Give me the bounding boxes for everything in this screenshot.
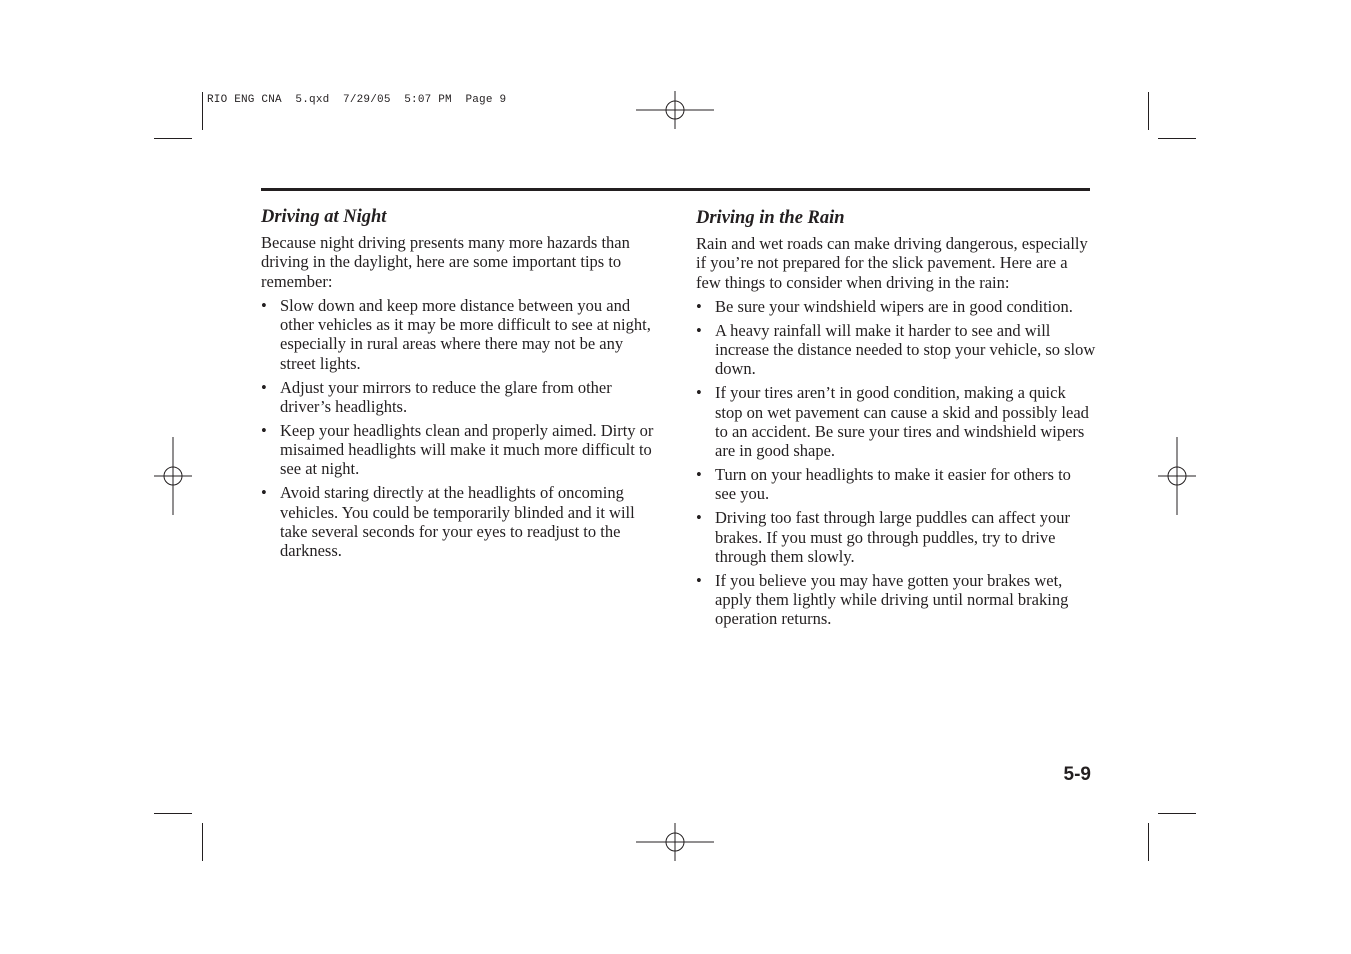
registration-mark-left: [134, 437, 212, 515]
tips-list: [261, 296, 661, 561]
tips-list: [696, 297, 1096, 629]
registration-mark-top: [636, 71, 714, 149]
crop-mark-top-left-vertical: [202, 92, 203, 130]
list-item: [696, 297, 1096, 316]
header-rule: [261, 188, 1090, 191]
registration-mark-bottom: [636, 803, 714, 881]
registration-mark-right: [1138, 437, 1216, 515]
list-item-text: If your tires aren’t in good condition, making a quick stop on wet pavement can cause a skid and possibly lead to an accident. Be sure your tires and windshield wipers are in good shape.: [715, 383, 1089, 461]
list-item-text: Be sure your windshield wipers are in good condition.: [715, 296, 1073, 316]
bullet-glyph: •: [696, 383, 702, 403]
slug-line: RIO ENG CNA 5.qxd 7/29/05 5:07 PM Page 9: [207, 94, 507, 106]
list-item: [261, 421, 661, 479]
list-item-text: Slow down and keep more distance between you and other vehicles as it may be more difficult to see at night, especially in rural areas where there may not be any street lights.: [280, 295, 651, 373]
bullet-glyph: •: [696, 570, 702, 590]
list-item: [696, 321, 1096, 379]
bullet-glyph: •: [696, 320, 702, 340]
bullet-glyph: •: [261, 295, 267, 315]
bullet-glyph: •: [261, 377, 267, 397]
list-item-text: Driving too fast through large puddles can affect your brakes. If you must go through puddles, try to drive through them slowly.: [715, 508, 1070, 566]
crop-mark-bottom-right-vertical: [1148, 823, 1149, 861]
list-item: [696, 383, 1096, 460]
list-item: [261, 483, 661, 560]
crop-mark-bottom-left-vertical: [202, 823, 203, 861]
section-driving-at-night: [261, 206, 661, 565]
section-heading: Driving at Night: [261, 207, 387, 227]
list-item-text: Avoid staring directly at the headlights of oncoming vehicles. You could be temporarily blinded and it will take several seconds for your eyes to readjust to the darkness.: [280, 483, 635, 561]
bullet-glyph: •: [696, 465, 702, 485]
crop-mark-bottom-right-horizontal: [1158, 813, 1196, 814]
list-item: [261, 296, 661, 373]
list-item: [696, 508, 1096, 566]
crop-mark-top-left-horizontal: [154, 138, 192, 139]
list-item-text: Keep your headlights clean and properly aimed. Dirty or misaimed headlights will make it much more difficult to see at night.: [280, 420, 654, 479]
section-driving-in-the-rain: [696, 207, 1096, 633]
list-item: [261, 378, 661, 417]
crop-mark-top-right-horizontal: [1158, 138, 1196, 139]
list-item-text: A heavy rainfall will make it harder to see and will increase the distance needed to stop your vehicle, so slow down.: [715, 320, 1096, 379]
page-number: 5-9: [1063, 764, 1091, 785]
crop-mark-top-right-vertical: [1148, 92, 1149, 130]
bullet-glyph: •: [696, 508, 702, 528]
bullet-glyph: •: [696, 296, 702, 316]
list-item-text: Turn on your headlights to make it easier for others to see you.: [715, 465, 1071, 504]
section-heading: Driving in the Rain: [696, 208, 845, 228]
section-intro: Because night driving presents many more hazards than driving in the daylight, here are some important tips to remember:: [261, 233, 630, 291]
bullet-glyph: •: [261, 483, 267, 503]
list-item: [696, 465, 1096, 504]
bullet-glyph: •: [261, 420, 267, 440]
crop-mark-bottom-left-horizontal: [154, 813, 192, 814]
section-intro: Rain and wet roads can make driving dangerous, especially if you’re not prepared for the slick pavement. Here are a few things to consider when driving in the rain:: [696, 234, 1088, 292]
list-item-text: If you believe you may have gotten your brakes wet, apply them lightly while driving until normal braking operation returns.: [715, 570, 1069, 629]
list-item-text: Adjust your mirrors to reduce the glare from other driver’s headlights.: [280, 377, 612, 416]
list-item: [696, 571, 1096, 629]
